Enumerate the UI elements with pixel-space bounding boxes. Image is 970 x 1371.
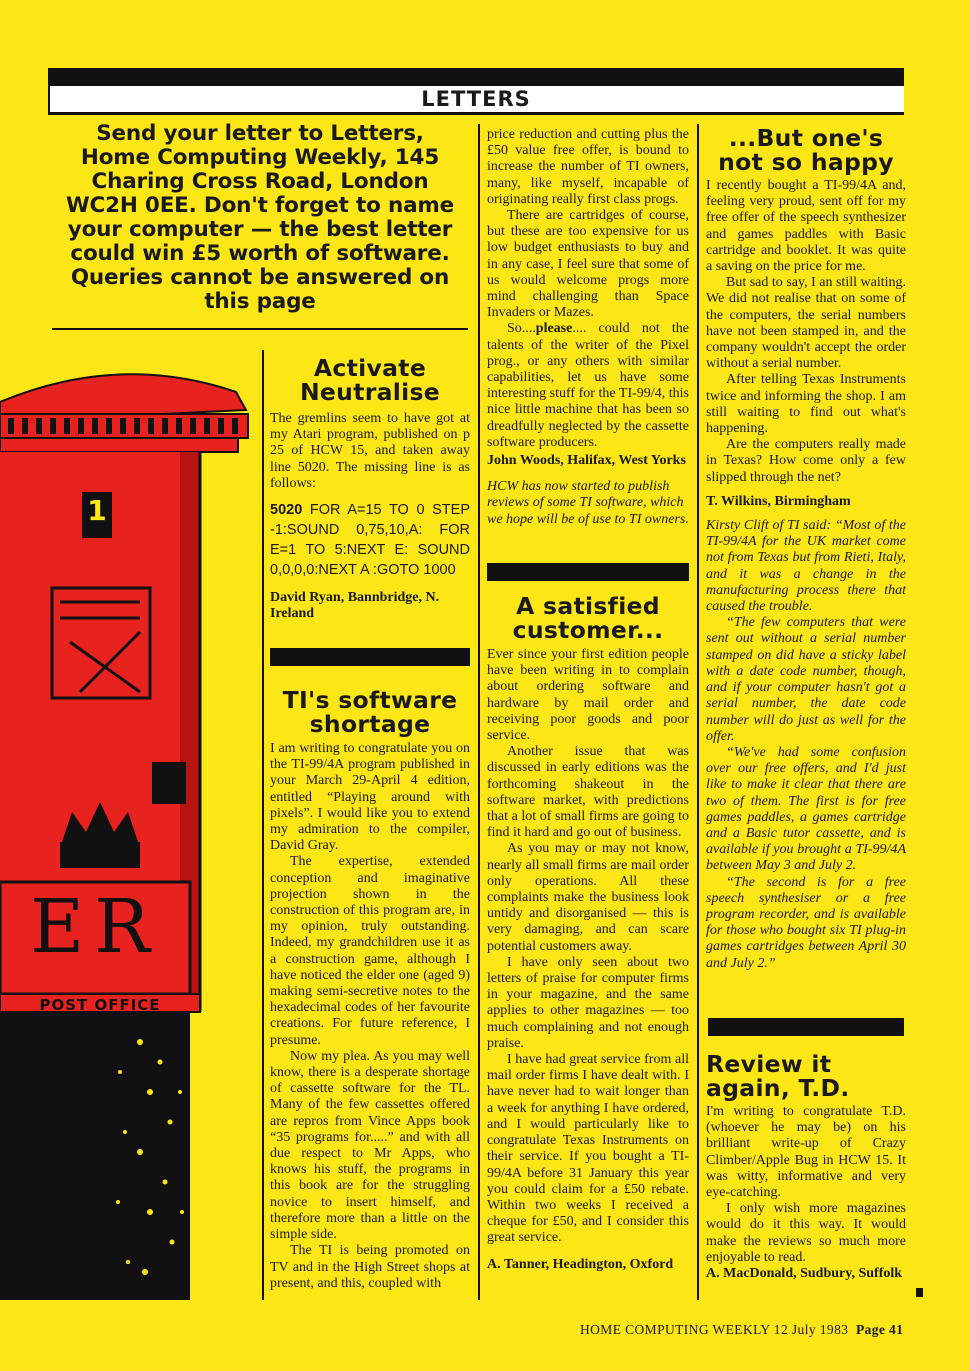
shortage-editor-reply: HCW has now started to publish reviews of some TI software, which we hope will be of use to TI owners.: [487, 479, 689, 527]
separator-bar: [708, 1018, 904, 1036]
shortage-p4: The TI is being promoted on TV and in the High Street shops at present, and this, coupled with: [270, 1243, 470, 1291]
postbox-cypher: ER: [30, 884, 160, 970]
code-listing: [270, 500, 470, 580]
shortage-p7-end: .... could not the talents of the writer of the Pixel prog., or any others with similar capabilities, let us have some interesting stuff for the TI-99/4, this nice little machine that has been so dreadfully neglected by the cassette software producers.: [487, 321, 689, 450]
postbox-number: 1: [87, 494, 107, 527]
header-band: [48, 68, 904, 86]
unhappy-reply-4: “The second is for a free speech synthesiser or a free program recorder, and is available for those who bought six TI plug-in games cartridges between April 30 and July 2.”: [706, 874, 906, 971]
letter-shortage-part2: [487, 127, 689, 528]
review-p1: I'm writing to congratulate T.D. (whoever he may be) on his brilliant write-up of Crazy Climber/Apple Bug in HCW 15. It was witty, informative and very eye-catching.: [706, 1104, 906, 1201]
shortage-p6: There are cartridges of course, but these are too expensive for us low budget enthusiasts to buy and in any case, I feel sure that some of us would welcome progs more mind challenging than Space Invaders or Mazes.: [487, 208, 689, 321]
shortage-p5: price reduction and cutting plus the £50 value free offer, is bound to increase the number of TI owners, many, like myself, incapable of originating really first class progs.: [487, 127, 689, 207]
page-footer: [580, 1322, 910, 1338]
column-rule-2: [478, 124, 480, 1300]
code-line-number: 5020: [270, 502, 303, 519]
unhappy-reply-3: “We've had some confusion over our free offers, and I'd just like to make it clear that there are two of them. The first is for free games paddles, a games cartridge and a Basic tutor cassette, and is available if you brought a TI-99/4A between May 3 and July 2.: [706, 744, 906, 874]
satisfied-p3: As you may or may not know, nearly all small firms are mail order only operations. All these complaints make the business look untidy and disorganised — this is very damaging, and can scare potential customers away.: [487, 841, 689, 954]
section-title: LETTERS: [48, 86, 904, 115]
shortage-p3: Now my plea. As you may well know, there is a desperate shortage of cassette software for the TL. Many of the few cassettes offered are repros from Vince Apps book “35 programs for.....” and with all due respect to Mr Apps, who knows his stuff, the programs in this book are for the struggling novice to insert himself, and therefore more than a little on the simple side.: [270, 1048, 470, 1243]
header-left-rule: [48, 68, 50, 112]
unhappy-p1: I recently bought a TI-99/4A and, feeling very proud, sent off for my free offer of the speech synthesizer and games paddles with Basic cartridge and booklet. It was quite a saving on the price for me.: [706, 178, 906, 275]
unhappy-p3: After telling Texas Instruments twice and informing the shop. I am still waiting to find out what's happening.: [706, 372, 906, 437]
separator-bar: [270, 648, 470, 666]
activate-paragraph: The gremlins seem to have got at my Atari program, published on p 25 of HCW 15, and taken away line 5020. The missing line is as follows:: [270, 411, 470, 491]
satisfied-signature: A. Tanner, Headington, Oxford: [487, 1256, 674, 1272]
letter-satisfied: [487, 647, 689, 1273]
satisfied-p1: Ever since your first edition people have been writing in to complain about ordering software and hardware by mail order and receiving poor goods and poor service.: [487, 647, 689, 744]
code-line-body: FOR A=15 TO 0 STEP -1:SOUND 0,75,10,A: FOR E=1 TO 5:NEXT E: SOUND 0,0,0,0:NEXT A :GOTO 1000: [270, 502, 470, 579]
satisfied-p2: Another issue that was discussed in early editions was the forthcoming shakeout in the software market, with predictions that a lot of small firms are going to find it hard and go out of business.: [487, 744, 689, 841]
end-of-article-mark: [916, 1288, 923, 1297]
heading-unhappy: ...But one's not so happy: [718, 124, 894, 176]
unhappy-p2: But sad to say, I an still waiting. We did not realise that on some of the computers, the serial numbers have not been stamped in, and the company wouldn't accept the order without a serial number.: [706, 275, 906, 372]
satisfied-p4: I have only seen about two letters of praise for computer firms in your magazine, and the same applies to other magazines — too much complaining and not enough praise.: [487, 954, 689, 1051]
intro-text: Send your letter to Letters, Home Computing Weekly, 145 Charing Cross Road, London WC2H 0EE. Don't forget to name your computer — the best letter could win £5 worth of software. Queries cannot be answered on this page: [66, 121, 454, 314]
letter-unhappy: [706, 178, 906, 972]
letter-activate: [270, 411, 470, 622]
heading-activate: Activate Neutralise: [299, 354, 441, 406]
shortage-p1: I am writing to congratulate you on the TI-99/4A program published in your March 29-April 4 edition, entitled “Playing around with pixels”. I would like you to extend my admiration to the compiler, David Gray.: [270, 741, 470, 854]
unhappy-reply-2: “The few computers that were sent out without a serial number stamped on did have a sticky label with a date code number, though, and if your computer hasn't got a serial number, the date code number will do just as well for the offer.: [706, 615, 906, 744]
publication-line: HOME COMPUTING WEEKLY 12 July 1983: [580, 1322, 849, 1337]
heading-review: Review it again, T.D.: [706, 1050, 850, 1102]
review-p2: I only wish more magazines would do it this way. It would make the reviews so much more enjoyable to read.: [706, 1201, 906, 1265]
postbox-label: POST OFFICE: [39, 996, 161, 1014]
satisfied-p5: I have had great service from all mail order firms I have dealt with. I have never had to wait longer than a week for anything I have ordered, and I would particularly like to congratulate Texas Instruments on their service. If you bought a TI-99/4A before 31 January this year you could claim for a £50 rebate. Within two weeks I received a cheque for £50, and I consider this great service.: [487, 1052, 689, 1246]
shortage-p2: The expertise, extended conception and imaginative projection shown in the construction of this program are, in my opinion, truly outstanding. Indeed, my grandchildren use it as a construction game, although I have noticed the elder one (aged 9) making semi-secretive notes to the hexadecimal codes of her favourite creations. For future reference, I presume.: [270, 854, 470, 1048]
heading-shortage: TI's software shortage: [282, 686, 458, 738]
postbox-illustration: [0, 362, 262, 1300]
shortage-p7-start: So....: [507, 321, 536, 337]
letter-review: [706, 1104, 906, 1282]
shortage-p7-emphasis: please: [535, 321, 573, 337]
review-signature: A. MacDonald, Sudbury, Suffolk: [706, 1266, 903, 1282]
activate-signature: David Ryan, Bannbridge, N. Ireland: [270, 590, 440, 622]
column-rule-3: [697, 124, 699, 1300]
separator-bar: [487, 563, 689, 581]
unhappy-signature: T. Wilkins, Birmingham: [706, 493, 851, 509]
shortage-p7: [487, 321, 689, 451]
intro-divider: [52, 328, 468, 330]
shortage-signature: John Woods, Halifax, West Yorks: [487, 453, 686, 469]
column-rule-1: [262, 350, 264, 1300]
unhappy-p4: Are the computers really made in Texas? How come only a few slipped through the net?: [706, 437, 906, 485]
unhappy-reply-1: Kirsty Clift of TI said: “Most of the TI-99/4A for the UK market come not from Texas but from Rieti, Italy, and it was a change in the manufacturing process there that caused the trouble.: [706, 518, 906, 615]
page-number: Page 41: [855, 1322, 904, 1337]
letter-shortage-part1: [270, 741, 470, 1292]
heading-satisfied: A satisfied customer...: [512, 592, 664, 644]
